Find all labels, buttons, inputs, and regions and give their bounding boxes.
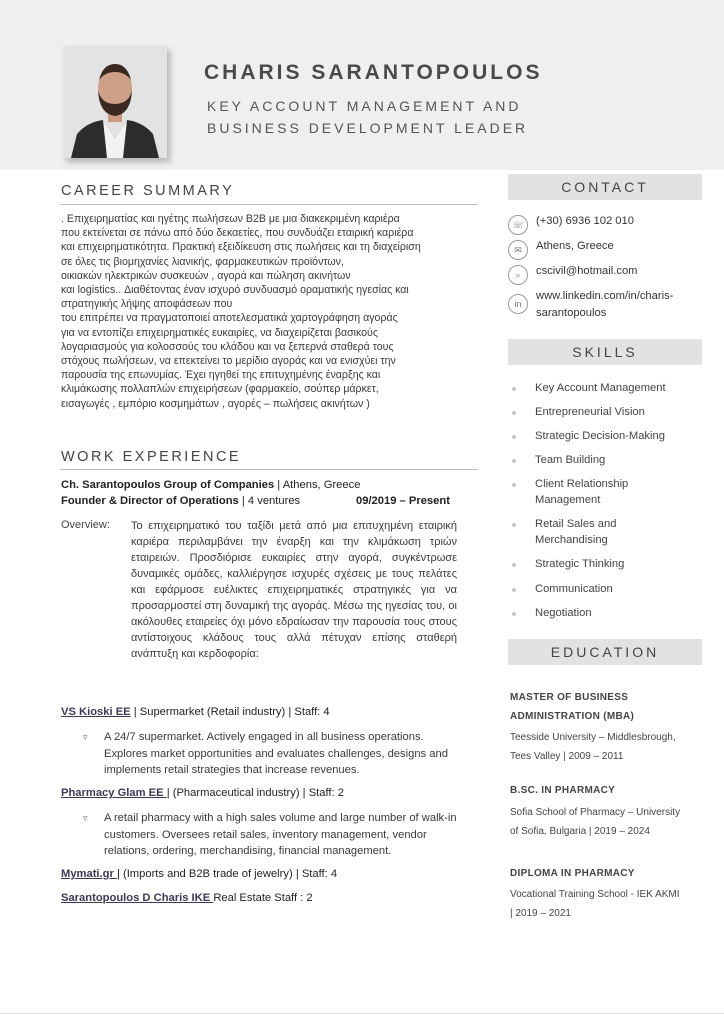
profile-photo (63, 46, 167, 158)
company-location: | Athens, Greece (274, 479, 361, 491)
person-name: CHARIS SARANTOPOULOS (204, 61, 543, 84)
degree-school: Vocational Training School - IEK AKMI | 2019 – 2021 (510, 889, 680, 919)
role-dates: 09/2019 – Present (356, 495, 450, 507)
page-bottom-rule (0, 1013, 724, 1014)
degree-title: MASTER OF BUSINESS ADMINISTRATION (MBA) (510, 692, 635, 722)
skill-item: Strategic Decision-Making (535, 430, 665, 442)
contact-phone: (+30) 6936 102 010 (536, 215, 634, 227)
venture-name: Mymati.gr (61, 868, 117, 880)
bullet-dot-icon (512, 563, 516, 567)
venture-detail: Real Estate Staff : 2 (213, 892, 313, 904)
venture-detail: | Supermarket (Retail industry) | Staff: 4 (130, 706, 330, 718)
venture-description: A 24/7 supermarket. Actively engaged in all business operations. Explores market opportunities and evaluates challenges, designs and implements retail strategies that increase revenues. (104, 731, 448, 776)
venture-detail: | (Imports and B2B trade of jewelry) | Staff: 4 (116, 868, 338, 880)
section-divider (60, 204, 478, 205)
summary-line: οικιακών ηλεκτρικών συσκευών , αγορά και πώληση ακινήτων (61, 269, 351, 282)
job-title-line2: BUSINESS DEVELOPMENT LEADER (207, 120, 529, 136)
work-experience-title: WORK EXPERIENCE (61, 449, 242, 465)
summary-line: στόχους πωλήσεων, να επεκτείνει το μερίδιο αγοράς και να ενισχύει την (61, 355, 396, 368)
venture-mymati (61, 868, 337, 880)
bullet-dot-icon (512, 523, 516, 527)
role-title: Founder & Director of Operations (61, 495, 239, 507)
skill-item: Negotiation (535, 607, 592, 619)
venture-detail: | (Pharmaceutical industry) | Staff: 2 (166, 787, 344, 799)
degree-title: DIPLOMA IN PHARMACY (510, 868, 635, 879)
summary-line: που εκτείνεται σε πάνω από δύο δεκαετίες, που συνδυάζει εταιρική καριέρα (61, 227, 414, 240)
venture-name: Pharmacy Glam EE (61, 787, 167, 799)
search-icon: ⌕ (508, 265, 528, 285)
venture-pharmacy-glam (61, 787, 344, 799)
summary-line: λογαριασμούς για κολοσσούς του κλάδου και να ξεπερνά σταθερά τους (61, 340, 394, 353)
skill-item: Team Building (535, 454, 606, 466)
summary-line: και logistics.. Διαθέτοντας έναν ισχυρό συνδυασμό οραματικής ηγεσίας και (61, 284, 409, 297)
summary-line: για να εντοπίζει επιχειρηματικές ευκαιρίες, να διαχειρίζεται βασικούς (61, 326, 378, 339)
summary-line: σε όλες τις βιομηχανίες λιανικής, φαρμακευτικών προϊόντων, (61, 255, 344, 268)
degree-school: Teesside University – Middlesbrough, Tees Valley | 2009 – 2011 (510, 732, 676, 762)
venture-vs-kioski (61, 706, 330, 718)
venture-sarantopoulos-ike (61, 892, 313, 904)
contact-email: cscivil@hotmail.com (536, 265, 638, 277)
bullet-dot-icon (512, 483, 516, 487)
skill-item: Client Relationship Management (535, 478, 629, 506)
bullet-dot-icon (512, 435, 516, 439)
bullet-dot-icon (512, 612, 516, 616)
degree-title: B.SC. IN PHARMACY (510, 785, 616, 796)
summary-line: στρατηγικής λήψης αποφάσεων που (61, 298, 233, 311)
bullet-triangle-icon: ▿ (83, 732, 88, 742)
summary-line: του επιτρέπει να πραγματοποιεί αποτελεσματικά χαρτογράφηση αγοράς (61, 312, 398, 325)
linkedin-icon: in (508, 294, 528, 314)
skills-header: SKILLS (508, 339, 702, 365)
education-header: EDUCATION (508, 639, 702, 665)
role-line (61, 495, 300, 507)
person-portrait-icon (63, 46, 167, 158)
bullet-dot-icon (512, 411, 516, 415)
summary-line: . Επιχειρηματίας και ηγέτης πωλήσεων B2B με μια διακεκριμένη καριέρα (61, 213, 400, 225)
contact-location: Athens, Greece (536, 240, 614, 252)
bullet-triangle-icon: ▿ (83, 813, 88, 823)
career-summary-text (61, 212, 481, 411)
summary-line: παρουσία της επωνυμίας. Έχει ηγηθεί της επιτυχημένης έναρξης και (61, 369, 381, 382)
skill-item: Strategic Thinking (535, 558, 625, 570)
job-title (207, 95, 528, 139)
summary-line: κλιμάκωσης πολλαπλών επιχειρήσεων (φαρμακείο, σούπερ μάρκετ, (61, 383, 379, 396)
skill-item: Retail Sales and Merchandising (535, 518, 617, 546)
venture-description: A retail pharmacy with a high sales volume and large number of walk-in customers. Oversees retail sales, inventory management, vendor relations, ordering, merchandising, financial management. (104, 812, 457, 857)
skill-item: Entrepreneurial Vision (535, 406, 645, 418)
map-pin-icon: ✉ (508, 240, 528, 260)
overview-text: Το επιχειρηματικό του ταξίδι μετά από μια επιτυχημένη εταιρική καριέρα περιλαμβάνει την έναρξη και την κλιμάκωση τριών εταιρειών. Προσδιόρισε ευκαιρίες στην αγορά, συγκέντρωσε δυναμικές ομάδες, καλλιέργησε ισχυρές σχέσεις με τους πελάτες και εφάρμοσε ευέλικτες επιχειρηματικές στρατηγικές για να προσαρμοστεί στη δυναμική της αγοράς. Μέσω της ηγεσίας του, οι ακόλουθες εταιρείες όχι μόνο εδραίωσαν την παρουσία τους στους αντίστοιχους κλάδους τους αλλά πέτυχαν επίσης σταθερή ανάπτυξη και κερδοφορία: (131, 520, 457, 660)
contact-header: CONTACT (508, 174, 702, 200)
section-divider (60, 469, 478, 470)
company-line (61, 479, 360, 491)
summary-line: εισαγωγές , εμπόριο κοσμημάτων , αγορές – πωλήσεις ακινήτων ) (61, 397, 370, 410)
contact-linkedin[interactable]: www.linkedin.com/in/charis- sarantopoulos (536, 290, 674, 319)
bullet-dot-icon (512, 459, 516, 463)
company-name: Ch. Sarantopoulos Group of Companies (61, 479, 275, 491)
venture-name: VS Kioski EE (61, 706, 131, 718)
role-detail: | 4 ventures (238, 495, 301, 507)
job-title-line1: KEY ACCOUNT MANAGEMENT AND (207, 98, 522, 114)
phone-icon: ☏ (508, 215, 528, 235)
summary-line: και επιχειρηματικότητα. Πρακτική εξειδίκευση στις πωλήσεις και τη διαχείριση (61, 241, 421, 254)
bullet-dot-icon (512, 387, 516, 391)
career-summary-title: CAREER SUMMARY (61, 183, 235, 199)
venture-name: Sarantopoulos D Charis IKE (61, 892, 214, 904)
bullet-dot-icon (512, 588, 516, 592)
skill-item: Key Account Management (535, 382, 666, 394)
skill-item: Communication (535, 583, 613, 595)
degree-school: Sofia School of Pharmacy – University of Sofia, Bulgaria | 2019 – 2024 (510, 807, 681, 837)
overview-label: Overview: (61, 519, 110, 531)
